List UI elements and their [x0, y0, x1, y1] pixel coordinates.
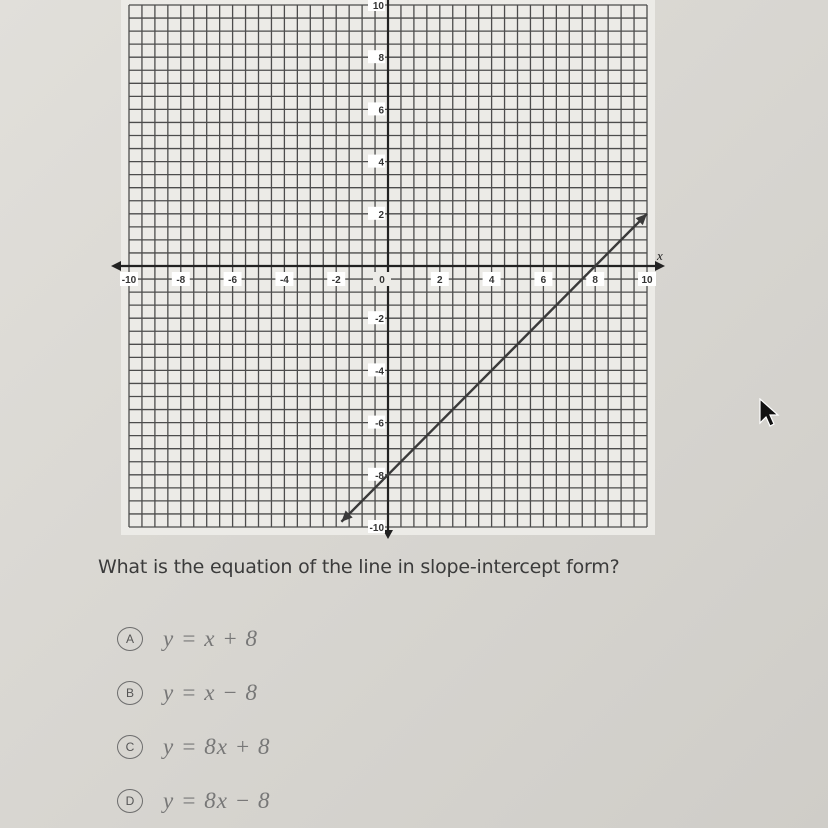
mouse-cursor-icon	[758, 398, 780, 428]
y-tick-label: -10	[369, 523, 384, 534]
choice-b-equation: y = x − 8	[163, 680, 258, 705]
y-tick-label: 2	[378, 209, 384, 221]
choice-c[interactable]	[117, 732, 270, 762]
choice-a-letter: A	[117, 627, 143, 651]
y-tick-label: 10	[372, 1, 384, 12]
y-tick-label: -2	[375, 314, 384, 326]
x-axis-label: x	[657, 248, 663, 263]
choice-c-equation: y = 8x + 8	[163, 734, 271, 759]
x-tick-label: 8	[592, 275, 598, 286]
choice-d[interactable]	[117, 786, 270, 816]
question-text: What is the equation of the line in slope-intercept form?	[98, 556, 620, 578]
x-tick-label: -10	[121, 275, 137, 286]
choice-b[interactable]	[117, 678, 258, 708]
choice-d-equation: y = 8x − 8	[163, 788, 271, 813]
y-tick-label: -6	[375, 418, 384, 430]
choice-a[interactable]	[117, 624, 258, 654]
x-tick-label: 2	[437, 275, 443, 286]
x-tick-label: 10	[641, 275, 653, 286]
y-tick-label: 8	[378, 53, 384, 65]
choice-b-letter: B	[117, 681, 143, 705]
y-tick-label: 4	[378, 157, 384, 169]
choice-d-letter: D	[117, 789, 143, 813]
x-tick-label: 4	[488, 275, 495, 286]
y-tick-label: -4	[375, 366, 384, 378]
x-axis-left-arrow	[111, 261, 121, 271]
x-tick-label: -2	[331, 275, 341, 286]
y-tick-label: 6	[378, 105, 384, 117]
x-tick-label: 0	[379, 275, 385, 286]
x-tick-label: -6	[228, 275, 238, 286]
y-tick-label: -8	[375, 470, 384, 482]
x-tick-label: -8	[176, 275, 186, 286]
choice-c-letter: C	[117, 735, 143, 759]
x-tick-label: -4	[279, 275, 289, 286]
choice-a-equation: y = x + 8	[163, 626, 258, 651]
x-tick-label: 6	[540, 275, 547, 286]
